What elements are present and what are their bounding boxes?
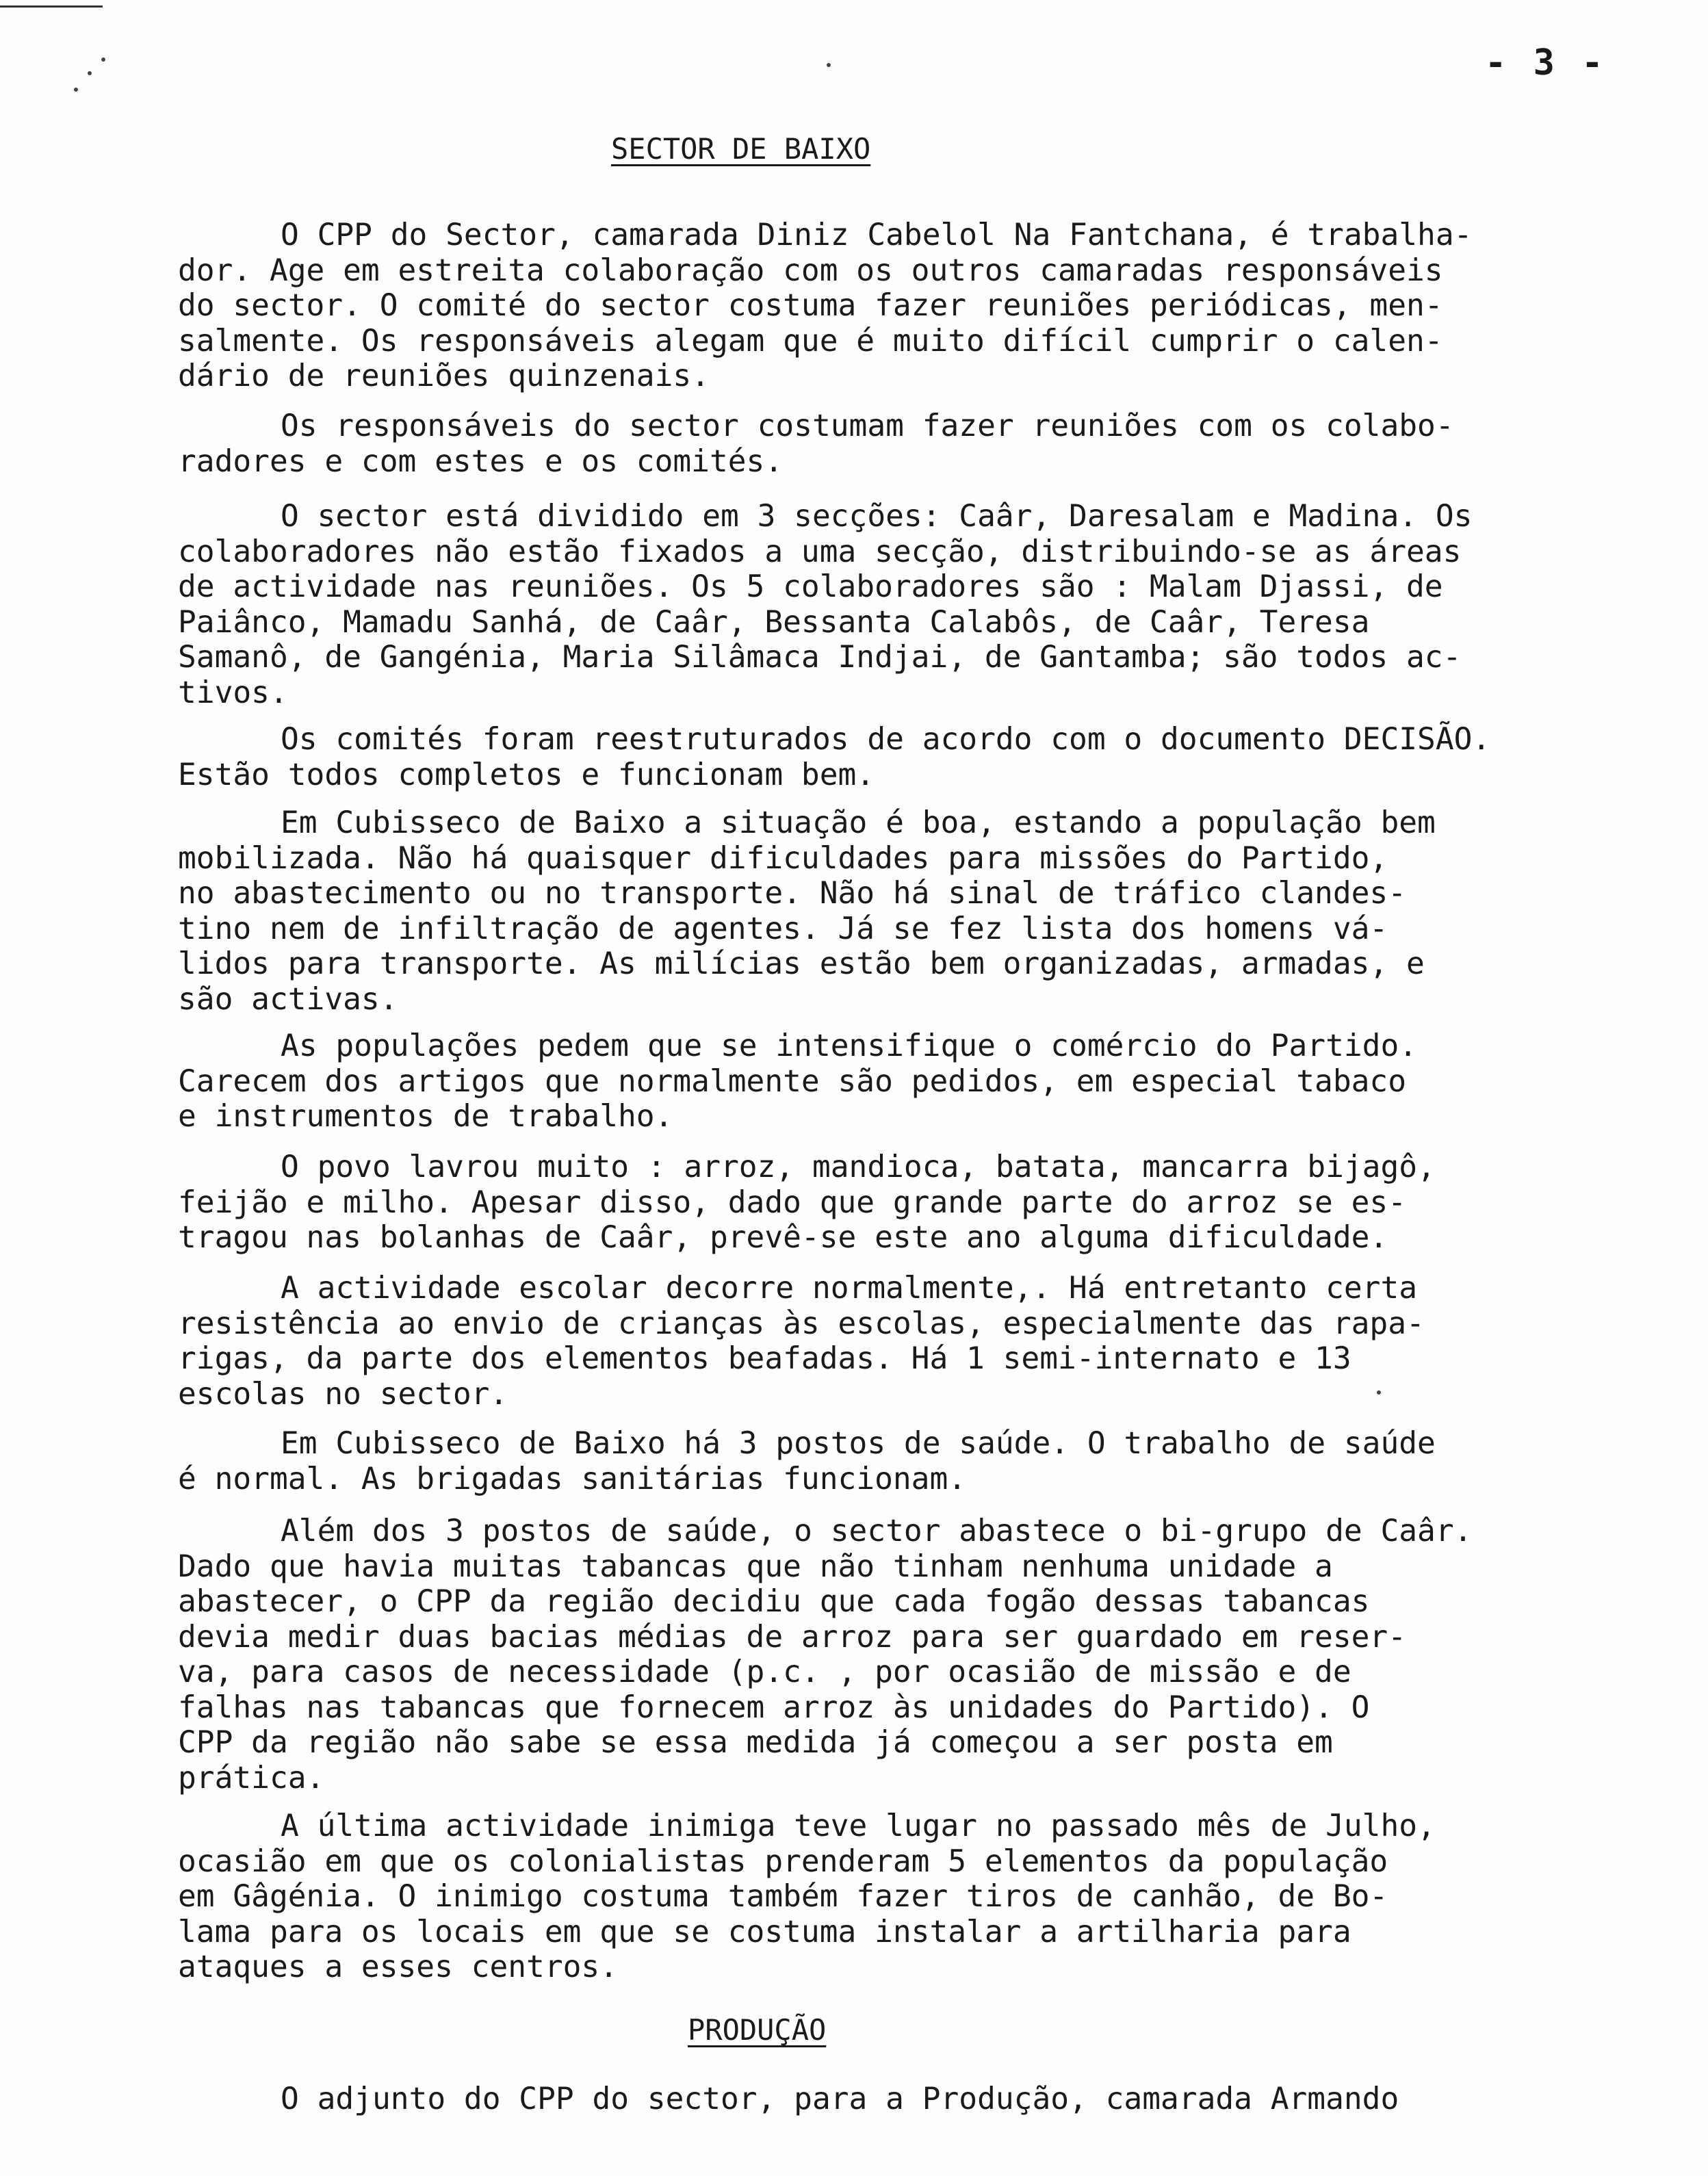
paragraph xyxy=(178,1150,1649,1256)
text-line: As populações pedem que se intensifique o comércio do Partido. xyxy=(281,1028,1418,1063)
text-line: lidos para transporte. As milícias estão bem organizadas, armadas, e xyxy=(178,946,1425,981)
text-line: no abastecimento ou no transporte. Não há sinal de tráfico clandes- xyxy=(178,876,1407,911)
text-line: escolas no sector. xyxy=(178,1376,508,1412)
text-line: Paiânco, Mamadu Sanhá, de Caâr, Bessanta Calabôs, de Caâr, Teresa xyxy=(178,604,1370,640)
text-line: mobilizada. Não há quaisquer dificuldades para missões do Partido, xyxy=(178,840,1388,876)
text-line: Em Cubisseco de Baixo a situação é boa, estando a população bem xyxy=(281,805,1436,840)
text-line: Estão todos completos e funcionam bem. xyxy=(178,757,875,792)
text-line: Samanô, de Gangénia, Maria Silâmaca Indjai, de Gantamba; são todos ac- xyxy=(178,640,1462,675)
text-line: ataques a esses centros. xyxy=(178,1950,618,1984)
text-line: salmente. Os responsáveis alegam que é muito difícil cumprir o calen- xyxy=(178,323,1443,359)
text-line: tivos. xyxy=(178,675,288,710)
section-heading-producao: PRODUÇÃO xyxy=(688,2013,827,2047)
text-line: feijão e milho. Apesar disso, dado que grande parte do arroz se es- xyxy=(178,1184,1407,1220)
scan-speck xyxy=(827,63,831,67)
paragraph xyxy=(178,218,1649,394)
section-heading-sector-de-baixo: SECTOR DE BAIXO xyxy=(611,132,871,166)
scan-speck xyxy=(88,71,92,75)
text-line: de actividade nas reuniões. Os 5 colaboradores são : Malam Djassi, de xyxy=(178,569,1443,604)
scan-corner-mark xyxy=(0,5,103,8)
paragraph xyxy=(178,1809,1649,1985)
scan-speck xyxy=(74,88,78,92)
text-line: O povo lavrou muito : arroz, mandioca, batata, mancarra bijagô, xyxy=(281,1150,1436,1184)
text-line: são activas. xyxy=(178,981,398,1017)
text-line: radores e com estes e os comités. xyxy=(178,443,784,479)
text-line: Dado que havia muitas tabancas que não tinham nenhuma unidade a xyxy=(178,1549,1333,1584)
text-line: Os responsáveis do sector costumam fazer reuniões com os colabo- xyxy=(281,409,1454,443)
paragraph xyxy=(178,499,1649,710)
text-line: dário de reuniões quinzenais. xyxy=(178,359,710,393)
text-line: Além dos 3 postos de saúde, o sector abastece o bi-grupo de Caâr. xyxy=(281,1514,1473,1549)
text-line: abastecer, o CPP da região decidiu que cada fogão dessas tabancas xyxy=(178,1584,1370,1619)
text-line: Os comités foram reestruturados de acordo com o documento DECISÃO. xyxy=(281,722,1491,757)
text-line: O CPP do Sector, camarada Diniz Cabelol Na Fantchana, é trabalha- xyxy=(281,218,1473,252)
text-line: Em Cubisseco de Baixo há 3 postos de saúde. O trabalho de saúde xyxy=(281,1426,1436,1461)
text-line: e instrumentos de trabalho. xyxy=(178,1099,673,1134)
paragraph xyxy=(178,2082,1649,2117)
text-line: O sector está dividido em 3 secções: Caâr, Daresalam e Madina. Os xyxy=(281,499,1473,534)
text-line: A última actividade inimiga teve lugar no passado mês de Julho, xyxy=(281,1809,1436,1843)
paragraph xyxy=(178,722,1649,792)
text-line: é normal. As brigadas sanitárias funcionam. xyxy=(178,1461,967,1497)
text-line: lama para os locais em que se costuma instalar a artilharia para xyxy=(178,1914,1351,1950)
paragraph xyxy=(178,1028,1649,1135)
text-line: devia medir duas bacias médias de arroz para ser guardado em reser- xyxy=(178,1619,1407,1655)
text-line: CPP da região não sabe se essa medida já começou a ser posta em xyxy=(178,1725,1333,1760)
text-line: prática. xyxy=(178,1760,325,1796)
text-line: colaboradores não estão fixados a uma secção, distribuindo-se as áreas xyxy=(178,534,1462,569)
text-line: dor. Age em estreita colaboração com os outros camaradas responsáveis xyxy=(178,252,1443,288)
paragraph xyxy=(178,409,1649,479)
text-line: tragou nas bolanhas de Caâr, prevê-se este ano alguma dificuldade. xyxy=(178,1220,1388,1255)
text-line: A actividade escolar decorre normalmente,. Há entretanto certa xyxy=(281,1271,1418,1306)
text-line: va, para casos de necessidade (p.c. , por ocasião de missão e de xyxy=(178,1655,1351,1689)
scan-speck xyxy=(101,57,105,62)
text-line: em Gâgénia. O inimigo costuma também fazer tiros de canhão, de Bo- xyxy=(178,1879,1388,1914)
text-line: Carecem dos artigos que normalmente são pedidos, em especial tabaco xyxy=(178,1063,1407,1099)
text-line: falhas nas tabancas que fornecem arroz às unidades do Partido). O xyxy=(178,1689,1370,1725)
text-line: tino nem de infiltração de agentes. Já se fez lista dos homens vá- xyxy=(178,911,1388,946)
text-line: resistência ao envio de crianças às escolas, especialmente das rapa- xyxy=(178,1306,1425,1341)
text-line: O adjunto do CPP do sector, para a Produção, camarada Armando xyxy=(281,2082,1399,2116)
paragraph xyxy=(178,1271,1649,1412)
page-number: - 3 - xyxy=(1485,42,1606,83)
paragraph xyxy=(178,1426,1649,1497)
paragraph xyxy=(178,1514,1649,1796)
text-line: rigas, da parte dos elementos beafadas. Há 1 semi-internato e 13 xyxy=(178,1341,1351,1376)
text-line: do sector. O comité do sector costuma fazer reuniões periódicas, men- xyxy=(178,288,1443,323)
text-line: ocasião em que os colonialistas prenderam 5 elementos da população xyxy=(178,1843,1388,1879)
paragraph xyxy=(178,805,1649,1017)
